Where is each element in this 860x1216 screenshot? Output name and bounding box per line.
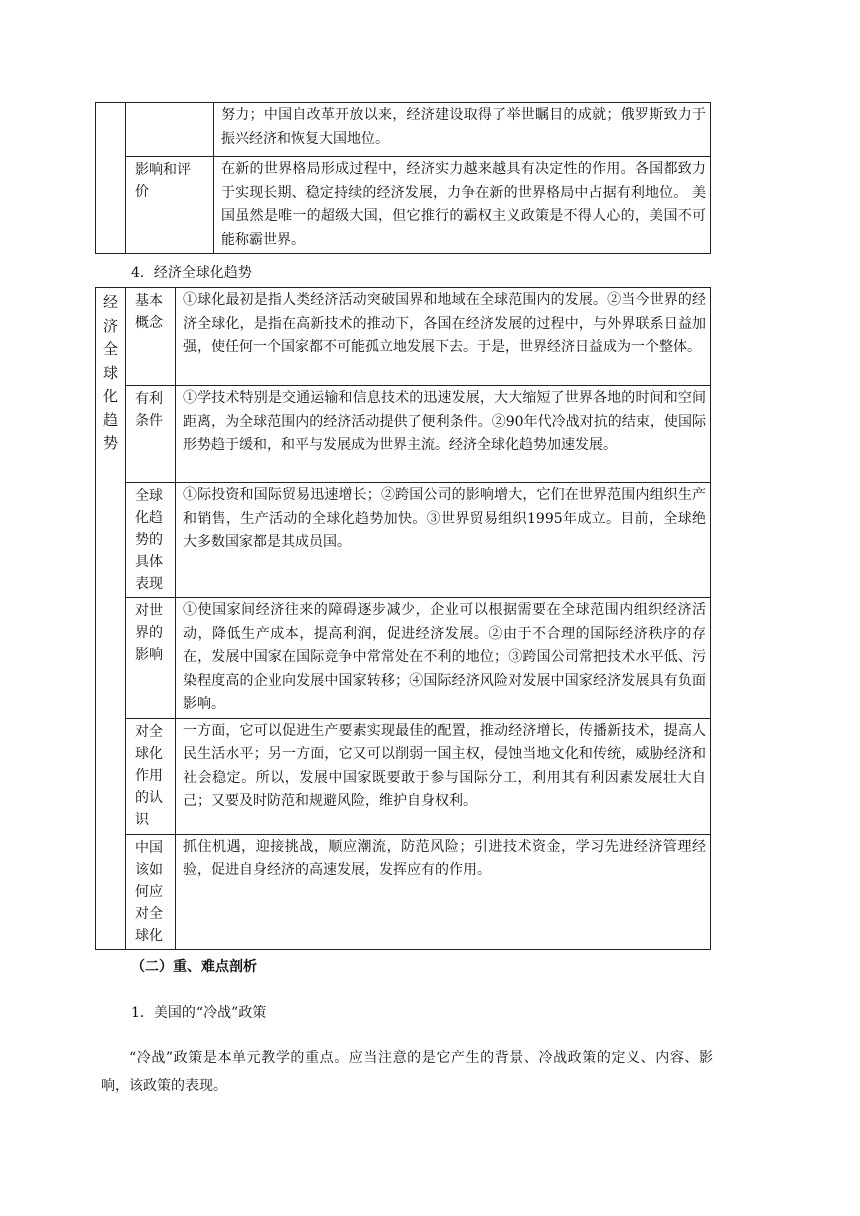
table-row xyxy=(96,386,711,483)
table-row xyxy=(96,834,711,949)
row-text: ①使国家间经济往来的障碍逐步减少，企业可以根据需要在全球范围内组织经济活动，降低生产成本，提高利润，促进经济发展。②由于不合理的国际经济秩序的存在，发展中国家在国际竞争中常常处在不利的地位；③跨国公司常把技术水平低、污染程度高的企业向发展中国家转移；④国际经济风险对发展中国家经济发展具有负面影响。 xyxy=(176,598,711,719)
row-text: 抓住机遇，迎接挑战，顺应潮流，防范风险；引进技术资金，学习先进经济管理经验，促进自身经济的高速发展，发挥应有的作用。 xyxy=(176,834,711,949)
continuation-table xyxy=(95,102,711,254)
category-cell xyxy=(96,288,126,950)
row-text: 一方面，它可以促进生产要素实现最佳的配置，推动经济增长，传播新技术，提高人民生活水平；另一方面，它又可以削弱一国主权，侵蚀当地文化和传统，威胁经济和社会稳定。所以，发展中国家既要敢于参与国际分工，利用其有利因素发展壮大自己；又要及时防范和规避风险，维护自身权利。 xyxy=(176,718,711,834)
category-cell xyxy=(96,103,126,254)
row-text: ①球化最初是指人类经济活动突破国界和地域在全球范围内的发展。②当今世界的经济全球化，是指在高新技术的推动下，各国在经济发展的过程中，与外界联系日益加强，使任何一个国家都不可能孤立地发展下去。于是，世界经济日益成为一个整体。 xyxy=(176,288,711,386)
row-text: ①际投资和国际贸易迅速增长；②跨国公司的影响增大，它们在世界范围内组织生产和销售，生产活动的全球化趋势加快。③世界贸易组织1995年成立。目前，全球绝大多数国家都是其成员国。 xyxy=(176,483,711,598)
category-label: 经济全球化趋势 xyxy=(103,293,119,452)
row-label: 对世界的影响 xyxy=(126,598,176,719)
row-text: 努力；中国自改革开放以来，经济建设取得了举世瞩目的成就；俄罗斯致力于振兴经济和恢复大国地位。 xyxy=(214,103,711,157)
row-label: 对全球化作用的认识 xyxy=(126,718,176,834)
row-label: 全球化趋势的具体表现 xyxy=(126,483,176,598)
row-label: 基本概念 xyxy=(126,288,176,386)
row-label xyxy=(126,103,214,157)
row-label: 有利条件 xyxy=(126,386,176,483)
table-row xyxy=(96,483,711,598)
row-label: 影响和评价 xyxy=(126,157,214,254)
table-row xyxy=(96,288,711,386)
globalization-table xyxy=(95,287,711,950)
row-label: 中国该如何应对全球化 xyxy=(126,834,176,949)
row-text: ①学技术特别是交通运输和信息技术的迅速发展，大大缩短了世界各地的时间和空间距离，为全球范围内的经济活动提供了便利条件。②90年代冷战对抗的结束，使国际形势趋于缓和，和平与发展成为世界主流。经济全球化趋势加速发展。 xyxy=(176,386,711,483)
row-text: 在新的世界格局形成过程中，经济实力越来越具有决定性的作用。各国都致力于实现长期、稳定持续的经济发展，力争在新的世界格局中占据有利地位。 美国虽然是唯一的超级大国，但它推行的霸权主义政策是不得人心的，美国不可能称霸世界。 xyxy=(214,157,711,254)
table-row xyxy=(96,598,711,719)
section-heading: （二）重、难点剖析 xyxy=(131,959,257,975)
section-heading: 4．经济全球化趋势 xyxy=(131,265,252,281)
body-paragraph: “冷战”政策是本单元教学的重点。应当注意的是它产生的背景、冷战政策的定义、内容、影响，该政策的表现。 xyxy=(101,1050,713,1094)
table-row xyxy=(96,718,711,834)
subsection-heading: 1．美国的“冷战”政策 xyxy=(131,1005,267,1021)
table-row xyxy=(96,157,711,254)
table-row xyxy=(96,103,711,157)
